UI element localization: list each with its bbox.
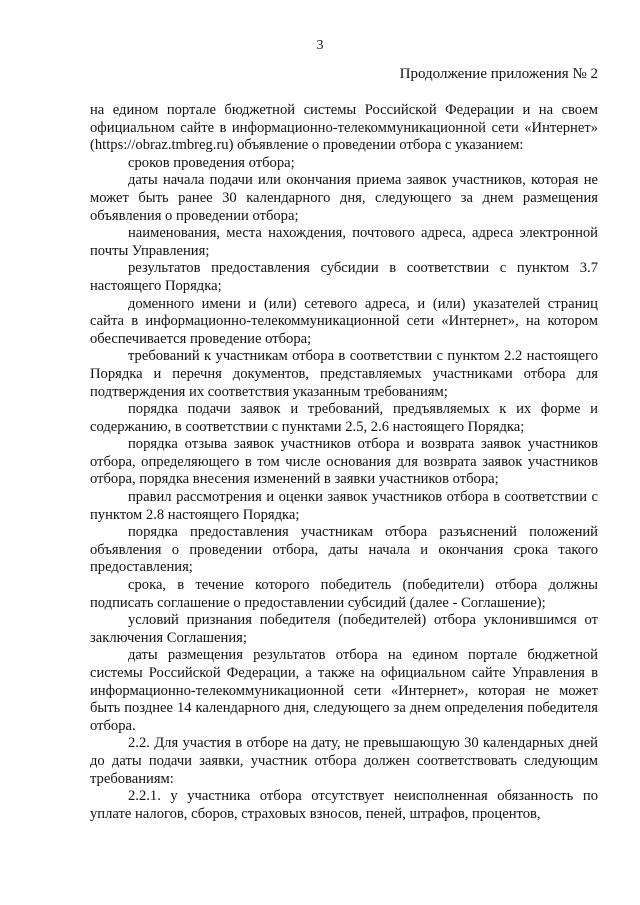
paragraph: требований к участникам отбора в соответствии с пунктом 2.2 настоящего Порядка и перечня документов, представляемых участниками отбора для подтверждения их соответствия указанным требованиям; bbox=[90, 348, 598, 400]
paragraph: сроков проведения отбора; bbox=[128, 154, 295, 171]
paragraph: результатов предоставления субсидии в соответствии с пунктом 3.7 настоящего Порядка; bbox=[90, 260, 598, 294]
page-number: 3 bbox=[316, 38, 324, 53]
paragraph: доменного имени и (или) сетевого адреса, и (или) указателей страниц сайта в информационно-телекоммуникационной сети «Интернет», на котором обеспечивается проведение отбора; bbox=[90, 295, 598, 347]
paragraph: правил рассмотрения и оценки заявок участников отбора в соответствии с пунктом 2.8 настоящего Порядка; bbox=[90, 489, 598, 523]
appendix-continuation-header: Продолжение приложения № 2 bbox=[399, 66, 598, 82]
paragraph: даты размещения результатов отбора на едином портале бюджетной системы Российской Федерации, а также на официальном сайте Управления в информационно-телекоммуникационной сети «Интернет», которая не может быть позднее 14 календарного дня, следующего за днем определения победителя отбора. bbox=[90, 647, 598, 734]
paragraph: даты начала подачи или окончания приема заявок участников, которая не может быть ранее 30 календарного дня, следующего за днем размещения объявления о проведении отбора; bbox=[90, 172, 598, 224]
paragraph: на едином портале бюджетной системы Российской Федерации и на своем официальном сайте в информационно-телекоммуникационной сети «Интернет» (https://obraz.tmbreg.ru) объявление о проведении отбора с указанием: bbox=[90, 102, 598, 154]
paragraph: 2.2.1. у участника отбора отсутствует неисполненная обязанность по уплате налогов, сборов, страховых взносов, пеней, штрафов, процентов, bbox=[90, 788, 598, 822]
paragraph: порядка предоставления участникам отбора разъяснений положений объявления о проведении отбора, даты начала и окончания срока такого предоставления; bbox=[90, 524, 598, 576]
paragraph: порядка подачи заявок и требований, предъявляемых к их форме и содержанию, в соответствии с пунктами 2.5, 2.6 настоящего Порядка; bbox=[90, 401, 598, 435]
paragraph: срока, в течение которого победитель (победители) отбора должны подписать соглашение о предоставлении субсидий (далее - Соглашение); bbox=[90, 577, 598, 611]
paragraph: 2.2. Для участия в отборе на дату, не превышающую 30 календарных дней до даты подачи заявки, участник отбора должен соответствовать следующим требованиям: bbox=[90, 735, 598, 787]
document-body bbox=[90, 102, 598, 823]
paragraph: наименования, места нахождения, почтового адреса, адреса электронной почты Управления; bbox=[90, 225, 598, 259]
paragraph: условий признания победителя (победителей) отбора уклонившимся от заключения Соглашения; bbox=[90, 612, 598, 646]
paragraph: порядка отзыва заявок участников отбора и возврата заявок участников отбора, определяющего в том числе основания для возврата заявок участников отбора, порядка внесения изменений в заявки участников отбора; bbox=[90, 436, 598, 488]
